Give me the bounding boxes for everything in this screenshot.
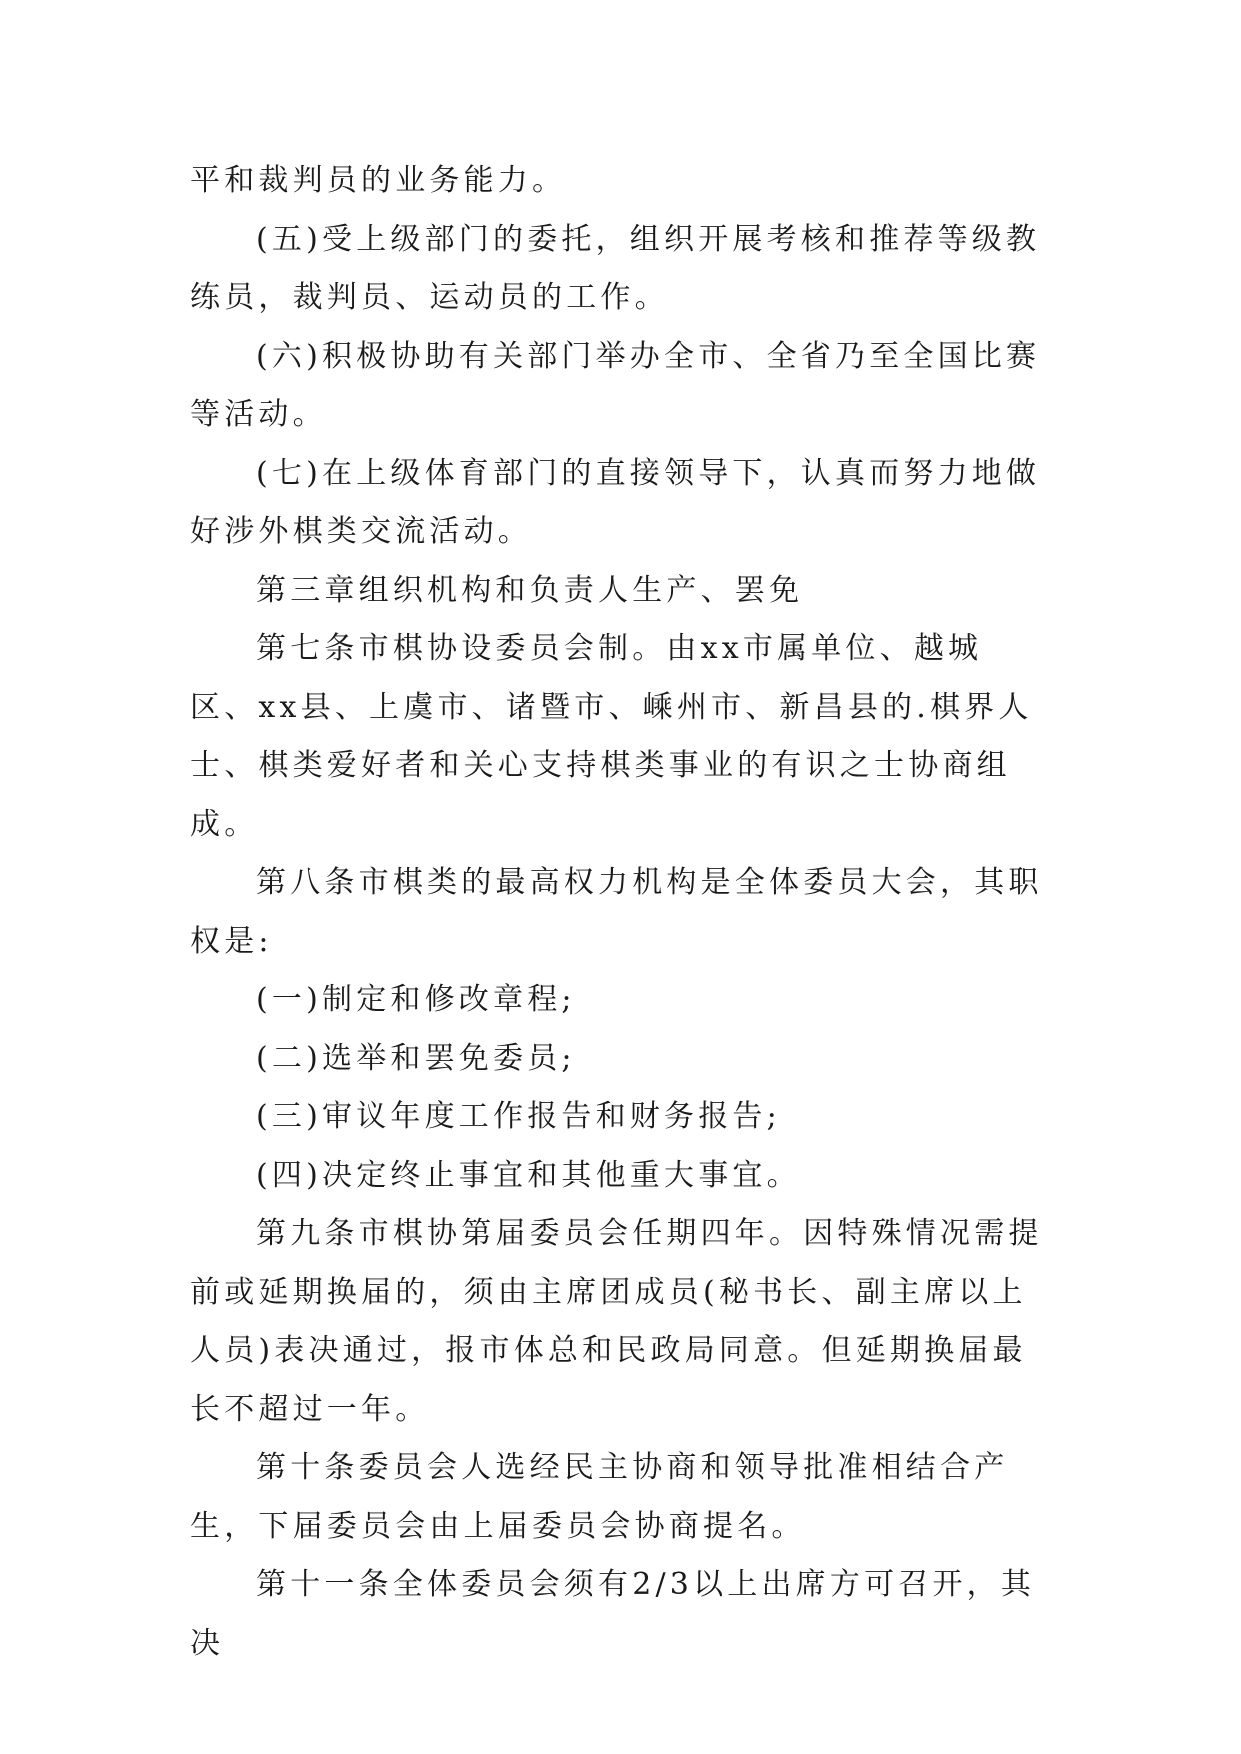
chapter-heading: 第三章组织机构和负责人生产、罢免	[256, 572, 804, 608]
paragraph-continuation: 平和裁判员的业务能力。	[190, 163, 567, 198]
paragraph-item-7: (七)在上级体育部门的直接领导下，认真而努力地做好涉外棋类交流活动。	[190, 455, 1041, 549]
document-body	[190, 152, 1050, 1673]
article-8-item-4: (四)决定终止事宜和其他重大事宜。	[256, 1157, 801, 1193]
article-7: 第七条市棋协设委员会制。由xx市属单位、越城区、xx县、上虞市、诸暨市、嵊州市、新昌县的.棋界人士、棋类爱好者和关心支持棋类事业的有识之士协商组成。	[190, 631, 1033, 842]
article-8: 第八条市棋类的最高权力机构是全体委员大会，其职权是:	[190, 865, 1043, 959]
paragraph-item-5: (五)受上级部门的委托，组织开展考核和推荐等级教练员，裁判员、运动员的工作。	[190, 221, 1041, 315]
article-10: 第十条委员会人选经民主协商和领导批准相结合产生，下届委员会由上届委员会协商提名。	[190, 1450, 1009, 1544]
article-11: 第十一条全体委员会须有2/3以上出席方可召开，其决	[190, 1567, 1036, 1661]
article-8-item-1: (一)制定和修改章程;	[256, 982, 576, 1017]
article-9: 第九条市棋协第届委员会任期四年。因特殊情况需提前或延期换届的，须由主席团成员(秘书长、副主席以上人员)表决通过，报市体总和民政局同意。但延期换届最长不超过一年。	[190, 1216, 1043, 1427]
paragraph-item-6: (六)积极协助有关部门举办全市、全省乃至全国比赛等活动。	[190, 338, 1041, 432]
article-8-item-3: (三)审议年度工作报告和财务报告;	[256, 1099, 781, 1134]
article-8-item-2: (二)选举和罢免委员;	[256, 1040, 576, 1076]
